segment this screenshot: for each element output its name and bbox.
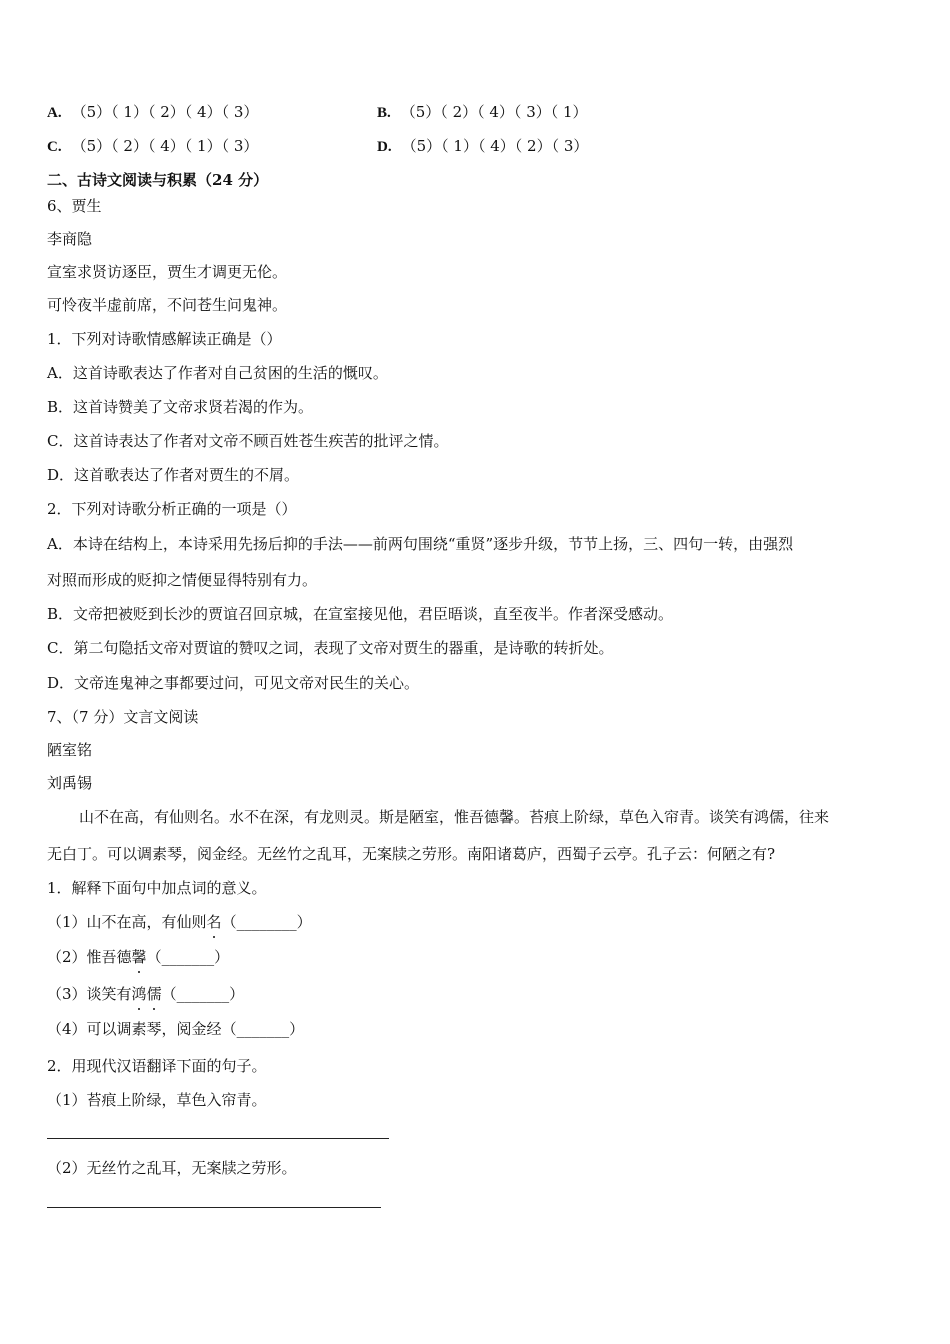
answer-line[interactable] (47, 1207, 381, 1208)
q7-sub1-item-2 (47, 947, 229, 967)
answer-blank[interactable]: （________） (221, 913, 312, 931)
answer-blank[interactable]: （_______） (146, 948, 230, 966)
option-letter: B. (377, 105, 391, 121)
essay-author: 刘禹锡 (47, 774, 93, 792)
poem-line-2: 可怜夜半虚前席，不问苍生问鬼神。 (47, 296, 288, 314)
q6-sub1-option-b: B．这首诗赞美了文帝求贤若渴的作为。 (47, 398, 314, 416)
q6-sub1-question: 1．下列对诗歌情感解读正确是（） (47, 330, 282, 348)
option-text: （5）（ 2）（ 4）（ 1）（ 3） (71, 137, 259, 155)
q6-sub1-option-d: D．这首歌表达了作者对贾生的不屑。 (47, 466, 300, 484)
poem-line-1: 宣室求贤访逐臣，贾生才调更无伦。 (47, 263, 288, 281)
essay-paragraph-line1: 山不在高，有仙则名。水不在深，有龙则灵。斯是陋室，惟吾德馨。苔痕上阶绿，草色入帘青。谈笑有鸿儒，往来 (79, 808, 830, 826)
option-d (377, 136, 588, 157)
question-6-title: 6、贾生 (47, 197, 102, 215)
option-c (47, 136, 258, 157)
q7-sub1-question: 1．解释下面句中加点词的意义。 (47, 879, 267, 897)
option-a (47, 102, 258, 123)
q7-sub2-sentence-2: （2）无丝竹之乱耳，无案牍之劳形。 (47, 1159, 297, 1177)
option-text: （5）（ 1）（ 2）（ 4）（ 3） (71, 103, 259, 121)
dotted-word: 鸿 (131, 985, 147, 1003)
poem-author: 李商隐 (47, 230, 93, 248)
item-text: （3）谈笑有 (47, 985, 132, 1003)
dotted-word: 馨 (131, 948, 147, 966)
item-text: （2）惟吾德 (47, 948, 132, 966)
option-b (377, 102, 588, 123)
q6-sub2-option-b: B．文帝把被贬到长沙的贾谊召回京城，在宣室接见他，君臣晤谈，直至夜半。作者深受感动。 (47, 605, 674, 623)
dotted-word: 名 (206, 913, 222, 931)
question-7-title: 7、（7 分）文言文阅读 (47, 708, 199, 726)
option-text: （5）（ 2）（ 4）（ 3）（ 1） (400, 103, 588, 121)
q6-sub1-option-c: C．这首诗表达了作者对文帝不顾百姓苍生疾苦的批评之情。 (47, 432, 449, 450)
q6-sub2-option-c: C．第二句隐括文帝对贾谊的赞叹之词，表现了文帝对贾生的器重，是诗歌的转折处。 (47, 639, 614, 657)
answer-line[interactable] (47, 1138, 389, 1139)
q7-sub1-item-1 (47, 912, 312, 932)
option-text: （5）（ 1）（ 4）（ 2）（ 3） (401, 137, 589, 155)
item-text: （1）山不在高，有仙则 (47, 913, 207, 931)
item-text: （4）可以调素琴，阅 (47, 1020, 192, 1038)
answer-blank[interactable]: （_______） (161, 985, 245, 1003)
q6-sub2-question: 2．下列对诗歌分析正确的一项是（） (47, 500, 297, 518)
dotted-word: 儒 (146, 985, 162, 1003)
q6-sub1-option-a: A．这首诗歌表达了作者对自己贫困的生活的慨叹。 (47, 364, 388, 382)
item-text: 金经 (191, 1020, 222, 1038)
section-heading: 二、古诗文阅读与积累（24 分） (47, 171, 269, 189)
q7-sub1-item-3 (47, 984, 244, 1004)
answer-blank[interactable]: （_______） (221, 1020, 305, 1038)
q6-sub2-option-a-line2: 对照而形成的贬抑之情便显得特别有力。 (47, 571, 318, 589)
q6-sub2-option-d: D．文帝连鬼神之事都要过问，可见文帝对民生的关心。 (47, 674, 420, 692)
q6-sub2-option-a-line1: A．本诗在结构上，本诗采用先扬后抑的手法——前两句围绕“重贤”逐步升级，节节上扬，三、四句一转，由强烈 (47, 535, 794, 553)
option-letter: D. (377, 139, 392, 155)
q7-sub2-sentence-1: （1）苔痕上阶绿，草色入帘青。 (47, 1091, 267, 1109)
option-letter: C. (47, 139, 62, 155)
essay-paragraph-line2: 无白丁。可以调素琴，阅金经。无丝竹之乱耳，无案牍之劳形。南阳诸葛庐，西蜀子云亭。孔子云：何陋之有? (47, 845, 776, 863)
q7-sub2-question: 2．用现代汉语翻译下面的句子。 (47, 1057, 267, 1075)
option-letter: A. (47, 105, 62, 121)
essay-title: 陋室铭 (47, 741, 93, 759)
q7-sub1-item-4 (47, 1019, 304, 1039)
